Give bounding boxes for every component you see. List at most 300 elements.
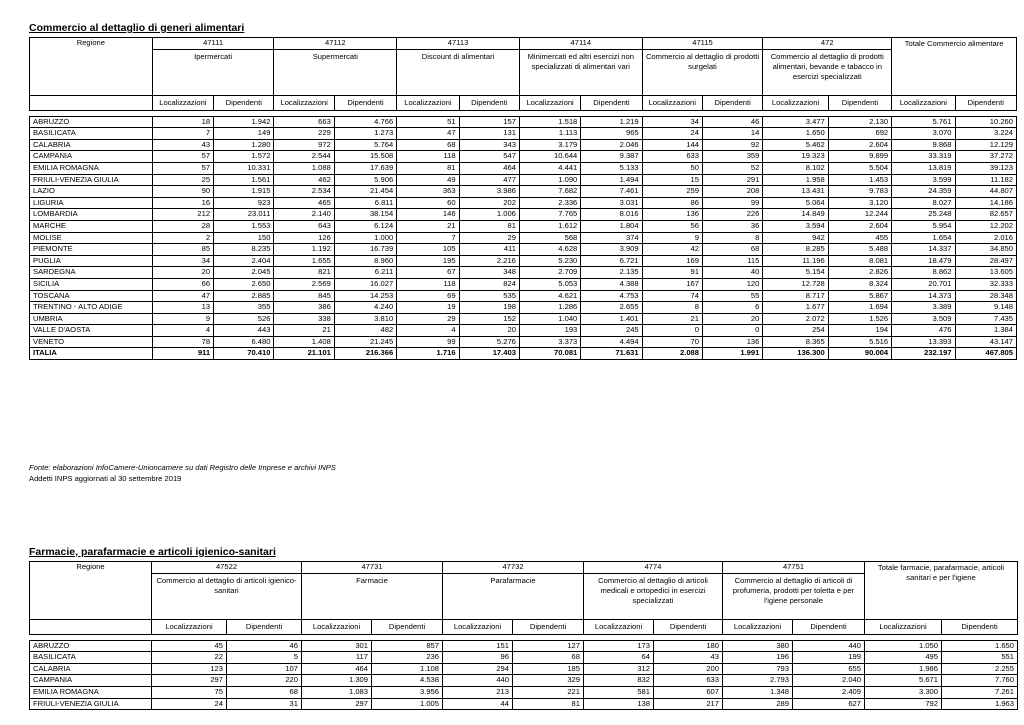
- table-cell: 40: [703, 267, 763, 279]
- table-cell: 2.135: [581, 267, 642, 279]
- table-cell: 1.694: [828, 302, 891, 314]
- table-cell: 254: [763, 325, 828, 337]
- table-cell: 11.182: [955, 174, 1016, 186]
- table-cell: 5.488: [828, 244, 891, 256]
- table-cell: 2.336: [519, 197, 580, 209]
- table-cell: 14: [703, 128, 763, 140]
- table-cell: 74: [642, 290, 702, 302]
- table-cell: 55: [703, 290, 763, 302]
- table-cell: 643: [274, 220, 334, 232]
- table-cell: 5.462: [763, 139, 828, 151]
- table-cell: 2.569: [274, 278, 334, 290]
- table-cell: 16.027: [334, 278, 396, 290]
- ateco-code: 47114: [519, 38, 642, 50]
- table-cell: 13.431: [763, 186, 828, 198]
- table-cell: 7.461: [581, 186, 642, 198]
- table-cell: 185: [513, 663, 584, 675]
- sub-header-localizzazioni: Localizzazioni: [302, 619, 372, 634]
- table-cell: 123: [152, 663, 227, 675]
- table-cell: 301: [302, 640, 372, 652]
- sub-header-dipendenti: Dipendenti: [793, 619, 865, 634]
- sub-header-dipendenti: Dipendenti: [654, 619, 723, 634]
- table-cell: 196: [723, 652, 793, 664]
- table-cell: 51: [397, 116, 459, 128]
- table-cell: 16: [152, 197, 213, 209]
- table-cell: 1.384: [955, 325, 1016, 337]
- table-cell: 5.761: [892, 116, 955, 128]
- table-cell: 29: [459, 232, 519, 244]
- table-cell: 8: [642, 302, 702, 314]
- table-cell: 476: [892, 325, 955, 337]
- region-name: BASILICATA: [30, 128, 153, 140]
- table-cell: 1.553: [214, 220, 274, 232]
- table-cell: 47: [152, 290, 213, 302]
- region-name: EMILIA ROMAGNA: [30, 686, 152, 698]
- table-cell: 1.655: [274, 255, 334, 267]
- source-text: Fonte: elaborazioni InfoCamere-Unioncamere su dati Registro delle Imprese e archivi INPS: [29, 463, 336, 472]
- table-cell: 64: [584, 652, 654, 664]
- table-cell: 91: [642, 267, 702, 279]
- table-row: [30, 162, 1017, 174]
- table-cell: 21: [642, 313, 702, 325]
- table-cell: 5.764: [334, 139, 396, 151]
- total-cell: 2.088: [642, 348, 702, 360]
- table-cell: 3.909: [581, 244, 642, 256]
- table-cell: 50: [642, 162, 702, 174]
- table-cell: 9: [642, 232, 702, 244]
- table-cell: 21: [397, 220, 459, 232]
- table-cell: 2.534: [274, 186, 334, 198]
- table-cell: 193: [519, 325, 580, 337]
- table-cell: 289: [723, 698, 793, 710]
- table-cell: 115: [703, 255, 763, 267]
- table-cell: 15: [642, 174, 702, 186]
- table-cell: 13.393: [892, 336, 955, 348]
- sub-header-localizzazioni: Localizzazioni: [723, 619, 793, 634]
- table-cell: 38.154: [334, 209, 396, 221]
- table-cell: 4.538: [372, 675, 443, 687]
- region-name: CALABRIA: [30, 663, 152, 675]
- table-cell: 1.088: [274, 162, 334, 174]
- table-cell: 236: [372, 652, 443, 664]
- table-cell: 144: [642, 139, 702, 151]
- table-cell: 2.255: [942, 663, 1018, 675]
- table-cell: 5.906: [334, 174, 396, 186]
- table-cell: 68: [227, 686, 302, 698]
- table-cell: 297: [302, 698, 372, 710]
- sub-header-localizzazioni: Localizzazioni: [584, 619, 654, 634]
- table-cell: 24: [152, 698, 227, 710]
- table-cell: 4.441: [519, 162, 580, 174]
- table-cell: 25: [152, 174, 213, 186]
- table-cell: 1.273: [334, 128, 396, 140]
- table-cell: 11.196: [763, 255, 828, 267]
- region-name: BASILICATA: [30, 652, 152, 664]
- table-cell: 581: [584, 686, 654, 698]
- table-cell: 96: [443, 652, 513, 664]
- table-cell: 152: [459, 313, 519, 325]
- table-cell: 2.885: [214, 290, 274, 302]
- table-cell: 2.544: [274, 151, 334, 163]
- table-cell: 14.373: [892, 290, 955, 302]
- table-row: [30, 186, 1017, 198]
- table-cell: 4.240: [334, 302, 396, 314]
- region-name: MARCHE: [30, 220, 153, 232]
- ateco-code: 47732: [443, 562, 584, 574]
- table-cell: 633: [642, 151, 702, 163]
- table-cell: 343: [459, 139, 519, 151]
- table-cell: 8.285: [763, 244, 828, 256]
- table-cell: 13: [152, 302, 213, 314]
- region-name: VALLE D'AOSTA: [30, 325, 153, 337]
- table-cell: 167: [642, 278, 702, 290]
- sub-header-localizzazioni: Localizzazioni: [763, 95, 828, 110]
- region-name: SARDEGNA: [30, 267, 153, 279]
- table-cell: 15.508: [334, 151, 396, 163]
- ateco-code: 47522: [152, 562, 302, 574]
- table-cell: 17.639: [334, 162, 396, 174]
- table-cell: 46: [227, 640, 302, 652]
- table-cell: 20: [152, 267, 213, 279]
- table-cell: 655: [793, 663, 865, 675]
- table-cell: 202: [459, 197, 519, 209]
- table-cell: 92: [703, 139, 763, 151]
- table-cell: 1.348: [723, 686, 793, 698]
- category-description: Commercio al dettaglio di articoli igienico-sanitari: [152, 573, 302, 619]
- region-header: Regione: [30, 562, 152, 574]
- table-cell: 2.709: [519, 267, 580, 279]
- table-cell: 2.604: [828, 220, 891, 232]
- table-cell: 627: [793, 698, 865, 710]
- sub-header-dipendenti: Dipendenti: [942, 619, 1018, 634]
- table-cell: 46: [703, 116, 763, 128]
- ateco-code: 47751: [723, 562, 865, 574]
- table-cell: 7.682: [519, 186, 580, 198]
- table-row: [30, 675, 1018, 687]
- table-cell: 12.202: [955, 220, 1016, 232]
- table-cell: 39.123: [955, 162, 1016, 174]
- table-cell: 5.671: [865, 675, 942, 687]
- table-cell: 99: [397, 336, 459, 348]
- table-cell: 44: [443, 698, 513, 710]
- table-cell: 3.509: [892, 313, 955, 325]
- table-cell: 138: [584, 698, 654, 710]
- table-cell: 1.677: [763, 302, 828, 314]
- table-cell: 551: [942, 652, 1018, 664]
- table-cell: 28: [152, 220, 213, 232]
- table-cell: 1.453: [828, 174, 891, 186]
- region-name: SICILIA: [30, 278, 153, 290]
- table-cell: 2.793: [723, 675, 793, 687]
- table-cell: 6.480: [214, 336, 274, 348]
- table-cell: 793: [723, 663, 793, 675]
- table-row: [30, 255, 1017, 267]
- table-cell: 3.810: [334, 313, 396, 325]
- table-cell: 70: [642, 336, 702, 348]
- total-cell: 21.101: [274, 348, 334, 360]
- table-row: [30, 336, 1017, 348]
- table-cell: 7: [152, 128, 213, 140]
- table-row: [30, 244, 1017, 256]
- table-cell: 49: [397, 174, 459, 186]
- table-cell: 4.388: [581, 278, 642, 290]
- table-cell: 52: [703, 162, 763, 174]
- table1-title: Commercio al dettaglio di generi alimentari: [29, 22, 245, 34]
- table-cell: 348: [459, 267, 519, 279]
- table-cell: 1.113: [519, 128, 580, 140]
- table-cell: 1.005: [372, 698, 443, 710]
- table-cell: 78: [152, 336, 213, 348]
- table-cell: 6.721: [581, 255, 642, 267]
- table-cell: 972: [274, 139, 334, 151]
- table-cell: 1.108: [372, 663, 443, 675]
- table-row: [30, 663, 1018, 675]
- table-cell: 45: [152, 640, 227, 652]
- food-retail-table: [29, 37, 1017, 360]
- table-cell: 1.518: [519, 116, 580, 128]
- region-name: PUGLIA: [30, 255, 153, 267]
- table-cell: 3.594: [763, 220, 828, 232]
- table-cell: 0: [703, 325, 763, 337]
- table-cell: 43: [654, 652, 723, 664]
- region-name: UMBRIA: [30, 313, 153, 325]
- table-cell: 60: [397, 197, 459, 209]
- table-row: [30, 197, 1017, 209]
- table-cell: 68: [397, 139, 459, 151]
- table-cell: 34.850: [955, 244, 1016, 256]
- table-cell: 374: [581, 232, 642, 244]
- total-cell: 216.366: [334, 348, 396, 360]
- category-description: Ipermercati: [152, 49, 274, 95]
- table-cell: 57: [152, 162, 213, 174]
- table-cell: 607: [654, 686, 723, 698]
- table-cell: 294: [443, 663, 513, 675]
- total-cell: 911: [152, 348, 213, 360]
- table-cell: 692: [828, 128, 891, 140]
- region-header-spacer: [30, 49, 153, 95]
- table-cell: 5.516: [828, 336, 891, 348]
- table-cell: 1.804: [581, 220, 642, 232]
- table-cell: 9.148: [955, 302, 1016, 314]
- table-cell: 9: [152, 313, 213, 325]
- table-cell: 29: [397, 313, 459, 325]
- table-cell: 169: [642, 255, 702, 267]
- table-cell: 4.494: [581, 336, 642, 348]
- table-row: [30, 652, 1018, 664]
- table-cell: 9.783: [828, 186, 891, 198]
- table-row: [30, 209, 1017, 221]
- table-row: [30, 174, 1017, 186]
- sub-header-dipendenti: Dipendenti: [214, 95, 274, 110]
- table-cell: 32.333: [955, 278, 1016, 290]
- table-cell: 136: [703, 336, 763, 348]
- table-cell: 1.915: [214, 186, 274, 198]
- category-description: Discount di alimentari: [397, 49, 520, 95]
- table-cell: 462: [274, 174, 334, 186]
- table-row: [30, 325, 1017, 337]
- table-cell: 440: [793, 640, 865, 652]
- table-cell: 81: [459, 220, 519, 232]
- table-cell: 6.811: [334, 197, 396, 209]
- table-cell: 3.373: [519, 336, 580, 348]
- table-cell: 24: [642, 128, 702, 140]
- category-description: Commercio al dettaglio di articoli medicali e ortopedici in esercizi specializzati: [584, 573, 723, 619]
- region-name: LIGURIA: [30, 197, 153, 209]
- table-cell: 1.219: [581, 116, 642, 128]
- table-cell: 16.739: [334, 244, 396, 256]
- table-row: [30, 116, 1017, 128]
- ateco-code: 47113: [397, 38, 520, 50]
- table-cell: 194: [828, 325, 891, 337]
- table-cell: 3.389: [892, 302, 955, 314]
- region-header-spacer: [30, 573, 152, 619]
- total-row: [30, 348, 1017, 360]
- sub-header-localizzazioni: Localizzazioni: [152, 619, 227, 634]
- table-cell: 6.124: [334, 220, 396, 232]
- table-row: [30, 220, 1017, 232]
- table-cell: 12.129: [955, 139, 1016, 151]
- sub-header-dipendenti: Dipendenti: [372, 619, 443, 634]
- table-cell: 1.526: [828, 313, 891, 325]
- sub-header-localizzazioni: Localizzazioni: [892, 95, 955, 110]
- table-cell: 8.102: [763, 162, 828, 174]
- table-cell: 535: [459, 290, 519, 302]
- table-cell: 5.053: [519, 278, 580, 290]
- table-cell: 526: [214, 313, 274, 325]
- table-cell: 259: [642, 186, 702, 198]
- table-cell: 1.040: [519, 313, 580, 325]
- table-cell: 107: [227, 663, 302, 675]
- table-cell: 440: [443, 675, 513, 687]
- table-cell: 146: [397, 209, 459, 221]
- table-row: [30, 278, 1017, 290]
- source-note: [29, 462, 336, 484]
- table-cell: 131: [459, 128, 519, 140]
- table-cell: 1.286: [519, 302, 580, 314]
- table-cell: 411: [459, 244, 519, 256]
- table-cell: 8.717: [763, 290, 828, 302]
- category-description: Supermercati: [274, 49, 397, 95]
- table-cell: 56: [642, 220, 702, 232]
- table-row: [30, 290, 1017, 302]
- table-cell: 824: [459, 278, 519, 290]
- ateco-code: 4774: [584, 562, 723, 574]
- table-row: [30, 232, 1017, 244]
- table-cell: 1.650: [763, 128, 828, 140]
- table-row: [30, 686, 1018, 698]
- table-cell: 633: [654, 675, 723, 687]
- table-cell: 1.090: [519, 174, 580, 186]
- total-cell: 1.991: [703, 348, 763, 360]
- table-cell: 477: [459, 174, 519, 186]
- table-cell: 43: [152, 139, 213, 151]
- table-cell: 8.235: [214, 244, 274, 256]
- table-cell: 5.504: [828, 162, 891, 174]
- table-cell: 90: [152, 186, 213, 198]
- table-cell: 2.650: [214, 278, 274, 290]
- table-cell: 36: [703, 220, 763, 232]
- table-cell: 20.701: [892, 278, 955, 290]
- table-cell: 120: [703, 278, 763, 290]
- pharmacy-table: [29, 561, 1018, 710]
- region-name: FRIULI-VENEZIA GIULIA: [30, 174, 153, 186]
- table-cell: 118: [397, 151, 459, 163]
- sub-header-dipendenti: Dipendenti: [955, 95, 1016, 110]
- table-cell: 8.365: [763, 336, 828, 348]
- sub-header-dipendenti: Dipendenti: [513, 619, 584, 634]
- table-cell: 2.826: [828, 267, 891, 279]
- table-cell: 380: [723, 640, 793, 652]
- table-cell: 195: [397, 255, 459, 267]
- table-cell: 1.572: [214, 151, 274, 163]
- table-cell: 14.253: [334, 290, 396, 302]
- table-cell: 363: [397, 186, 459, 198]
- table-cell: 2.655: [581, 302, 642, 314]
- table-cell: 149: [214, 128, 274, 140]
- table-cell: 2.040: [793, 675, 865, 687]
- table-cell: 18.479: [892, 255, 955, 267]
- category-description: Minimercati ed altri esercizi non specializzati di alimentari vari: [519, 49, 642, 95]
- table-cell: 14.337: [892, 244, 955, 256]
- table-cell: 1.958: [763, 174, 828, 186]
- table-cell: 22: [152, 652, 227, 664]
- table-cell: 4.628: [519, 244, 580, 256]
- table-cell: 10.331: [214, 162, 274, 174]
- table-cell: 200: [654, 663, 723, 675]
- table-cell: 7.261: [942, 686, 1018, 698]
- region-header: Regione: [30, 38, 153, 50]
- table-cell: 2.404: [214, 255, 274, 267]
- table-cell: 19.323: [763, 151, 828, 163]
- table-cell: 1.561: [214, 174, 274, 186]
- region-name: VENETO: [30, 336, 153, 348]
- ateco-code: 47112: [274, 38, 397, 50]
- sub-header-localizzazioni: Localizzazioni: [865, 619, 942, 634]
- sub-header-localizzazioni: Localizzazioni: [152, 95, 213, 110]
- sub-header-dipendenti: Dipendenti: [828, 95, 891, 110]
- table-cell: 297: [152, 675, 227, 687]
- table-cell: 34: [642, 116, 702, 128]
- table-cell: 965: [581, 128, 642, 140]
- table-cell: 229: [274, 128, 334, 140]
- region-name: TOSCANA: [30, 290, 153, 302]
- table-cell: 5.154: [763, 267, 828, 279]
- table-cell: 2.216: [459, 255, 519, 267]
- total-label: ITALIA: [30, 348, 153, 360]
- table-cell: 86: [642, 197, 702, 209]
- table-cell: 3.300: [865, 686, 942, 698]
- table-cell: 220: [227, 675, 302, 687]
- table-cell: 9.868: [892, 139, 955, 151]
- table-cell: 19: [397, 302, 459, 314]
- table-row: [30, 640, 1018, 652]
- table-cell: 127: [513, 640, 584, 652]
- table-cell: 821: [274, 267, 334, 279]
- table-cell: 329: [513, 675, 584, 687]
- table-cell: 43.147: [955, 336, 1016, 348]
- table-cell: 5.867: [828, 290, 891, 302]
- sub-header-dipendenti: Dipendenti: [227, 619, 302, 634]
- table-row: [30, 698, 1018, 710]
- sub-header-dipendenti: Dipendenti: [581, 95, 642, 110]
- table-row: [30, 139, 1017, 151]
- category-description: Commercio al dettaglio di prodotti alimentari, bevande e tabacco in esercizi specializzati: [763, 49, 892, 95]
- table-row: [30, 267, 1017, 279]
- table-cell: 4: [397, 325, 459, 337]
- table-cell: 212: [152, 209, 213, 221]
- table-cell: 1.006: [459, 209, 519, 221]
- table-row: [30, 151, 1017, 163]
